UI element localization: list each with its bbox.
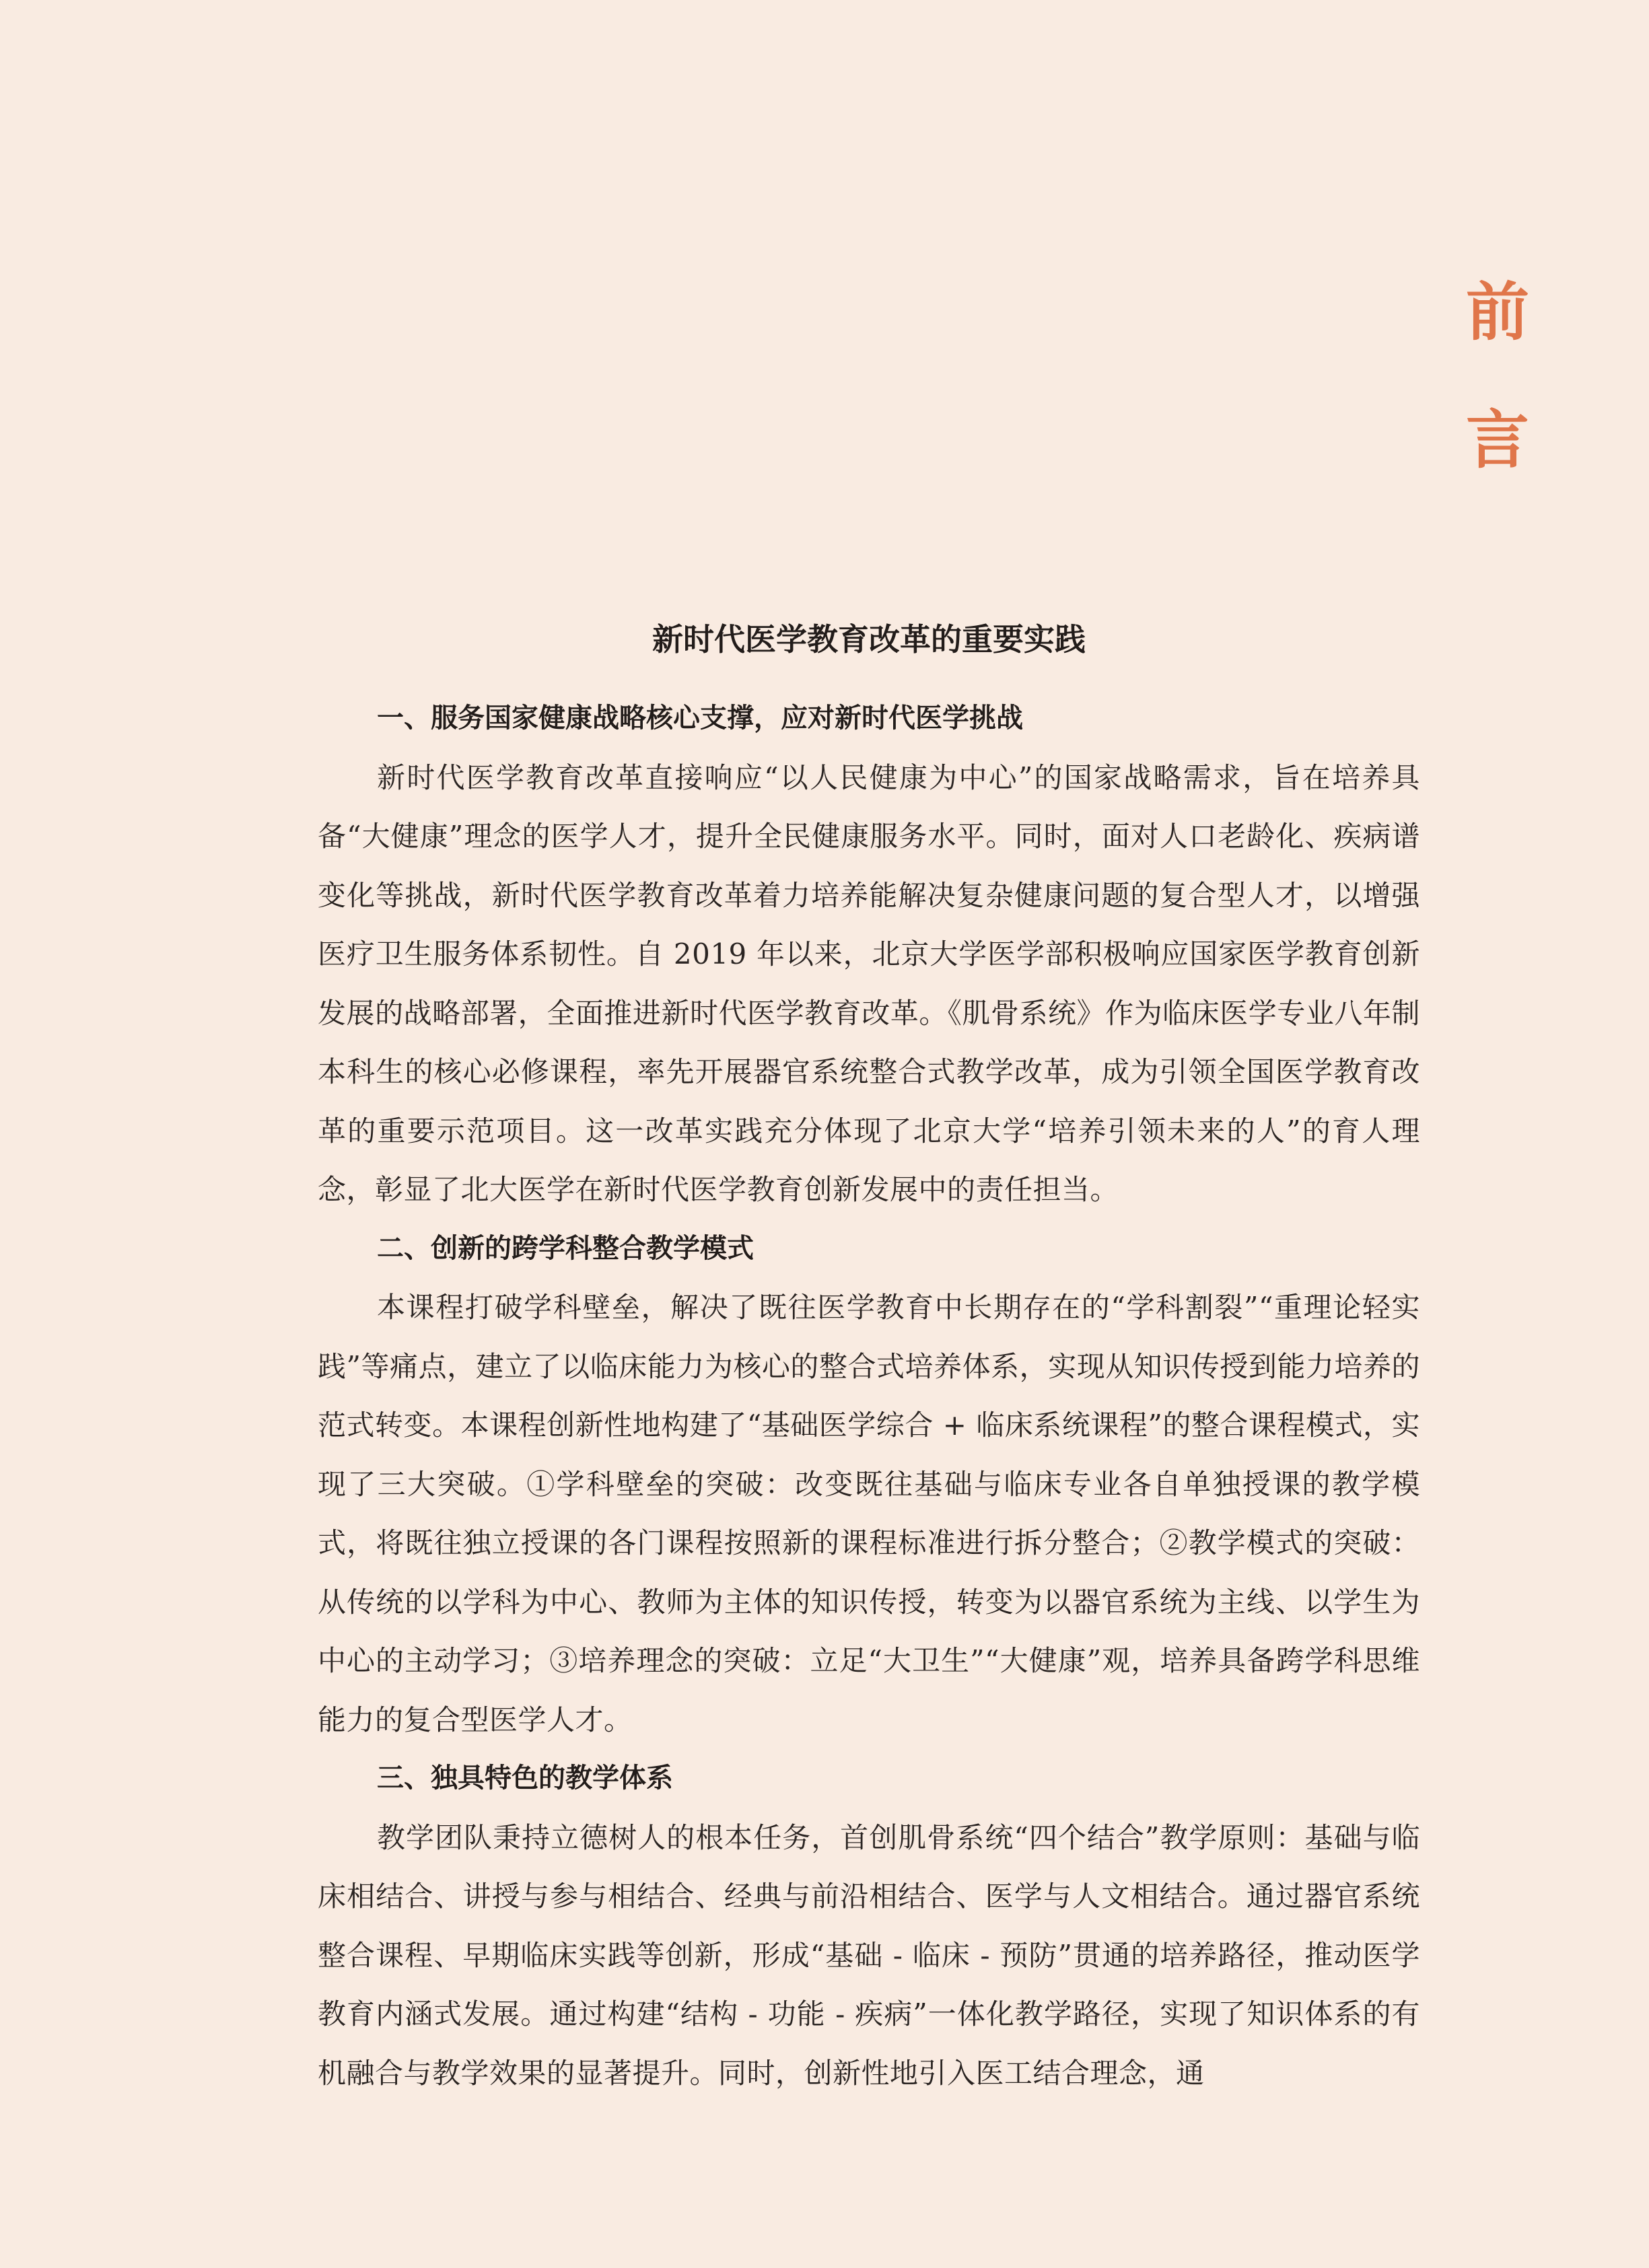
section-heading-1: 一、服务国家健康战略核心支撑，应对新时代医学挑战: [377, 703, 1023, 734]
page-content: [318, 614, 1420, 2102]
section-paragraph-3: 教学团队秉持立德树人的根本任务，首创肌骨系统“四个结合”教学原则：基础与临床相结合、讲授与参与相结合、经典与前沿相结合、医学与人文相结合。通过器官系统整合课程、早期临床实践等创新，形成“基础 - 临床 - 预防”贯通的培养路径，推动医学教育内涵式发展。通过构建“结构 - 功能 - 疾病”一体化教学路径，实现了知识体系的有机融合与教学效果的显著提升。同时，创新性地引入医工结合理念，通: [318, 1820, 1420, 2090]
side-title: [1464, 276, 1531, 477]
side-title-char-1: 前: [1465, 276, 1529, 349]
section-paragraph-2: 本课程打破学科壁垒，解决了既往医学教育中长期存在的“学科割裂”“重理论轻实践”等痛点，建立了以临床能力为核心的整合式培养体系，实现从知识传授到能力培养的范式转变。本课程创新性地构建了“基础医学综合 + 临床系统课程”的整合课程模式，实现了三大突破。①学科壁垒的突破：改变既往基础与临床专业各自单独授课的教学模式，将既往独立授课的各门课程按照新的课程标准进行拆分整合；②教学模式的突破：从传统的以学科为中心、教师为主体的知识传授，转变为以器官系统为主线、以学生为中心的主动学习；③培养理念的突破：立足“大卫生”“大健康”观，培养具备跨学科思维能力的复合型医学人才。: [318, 1291, 1420, 1736]
section-heading-3: 三、独具特色的教学体系: [377, 1763, 673, 1794]
section-heading-2: 二、创新的跨学科整合教学模式: [377, 1232, 754, 1264]
main-title: 新时代医学教育改革的重要实践: [652, 621, 1086, 658]
side-title-char-2: 言: [1465, 404, 1529, 477]
section-paragraph-1: 新时代医学教育改革直接响应“以人民健康为中心”的国家战略需求，旨在培养具备“大健康”理念的医学人才，提升全民健康服务水平。同时，面对人口老龄化、疾病谱变化等挑战，新时代医学教育改革着力培养能解决复杂健康问题的复合型人才，以增强医疗卫生服务体系韧性。自 2019 年以来，北京大学医学部积极响应国家医学教育创新发展的战略部署，全面推进新时代医学教育改革。《肌骨系统》作为临床医学专业八年制本科生的核心必修课程，率先开展器官系统整合式教学改革，成为引领全国医学教育改革的重要示范项目。这一改革实践充分体现了北京大学“培养引领未来的人”的育人理念，彰显了北大医学在新时代医学教育创新发展中的责任担当。: [318, 760, 1420, 1206]
